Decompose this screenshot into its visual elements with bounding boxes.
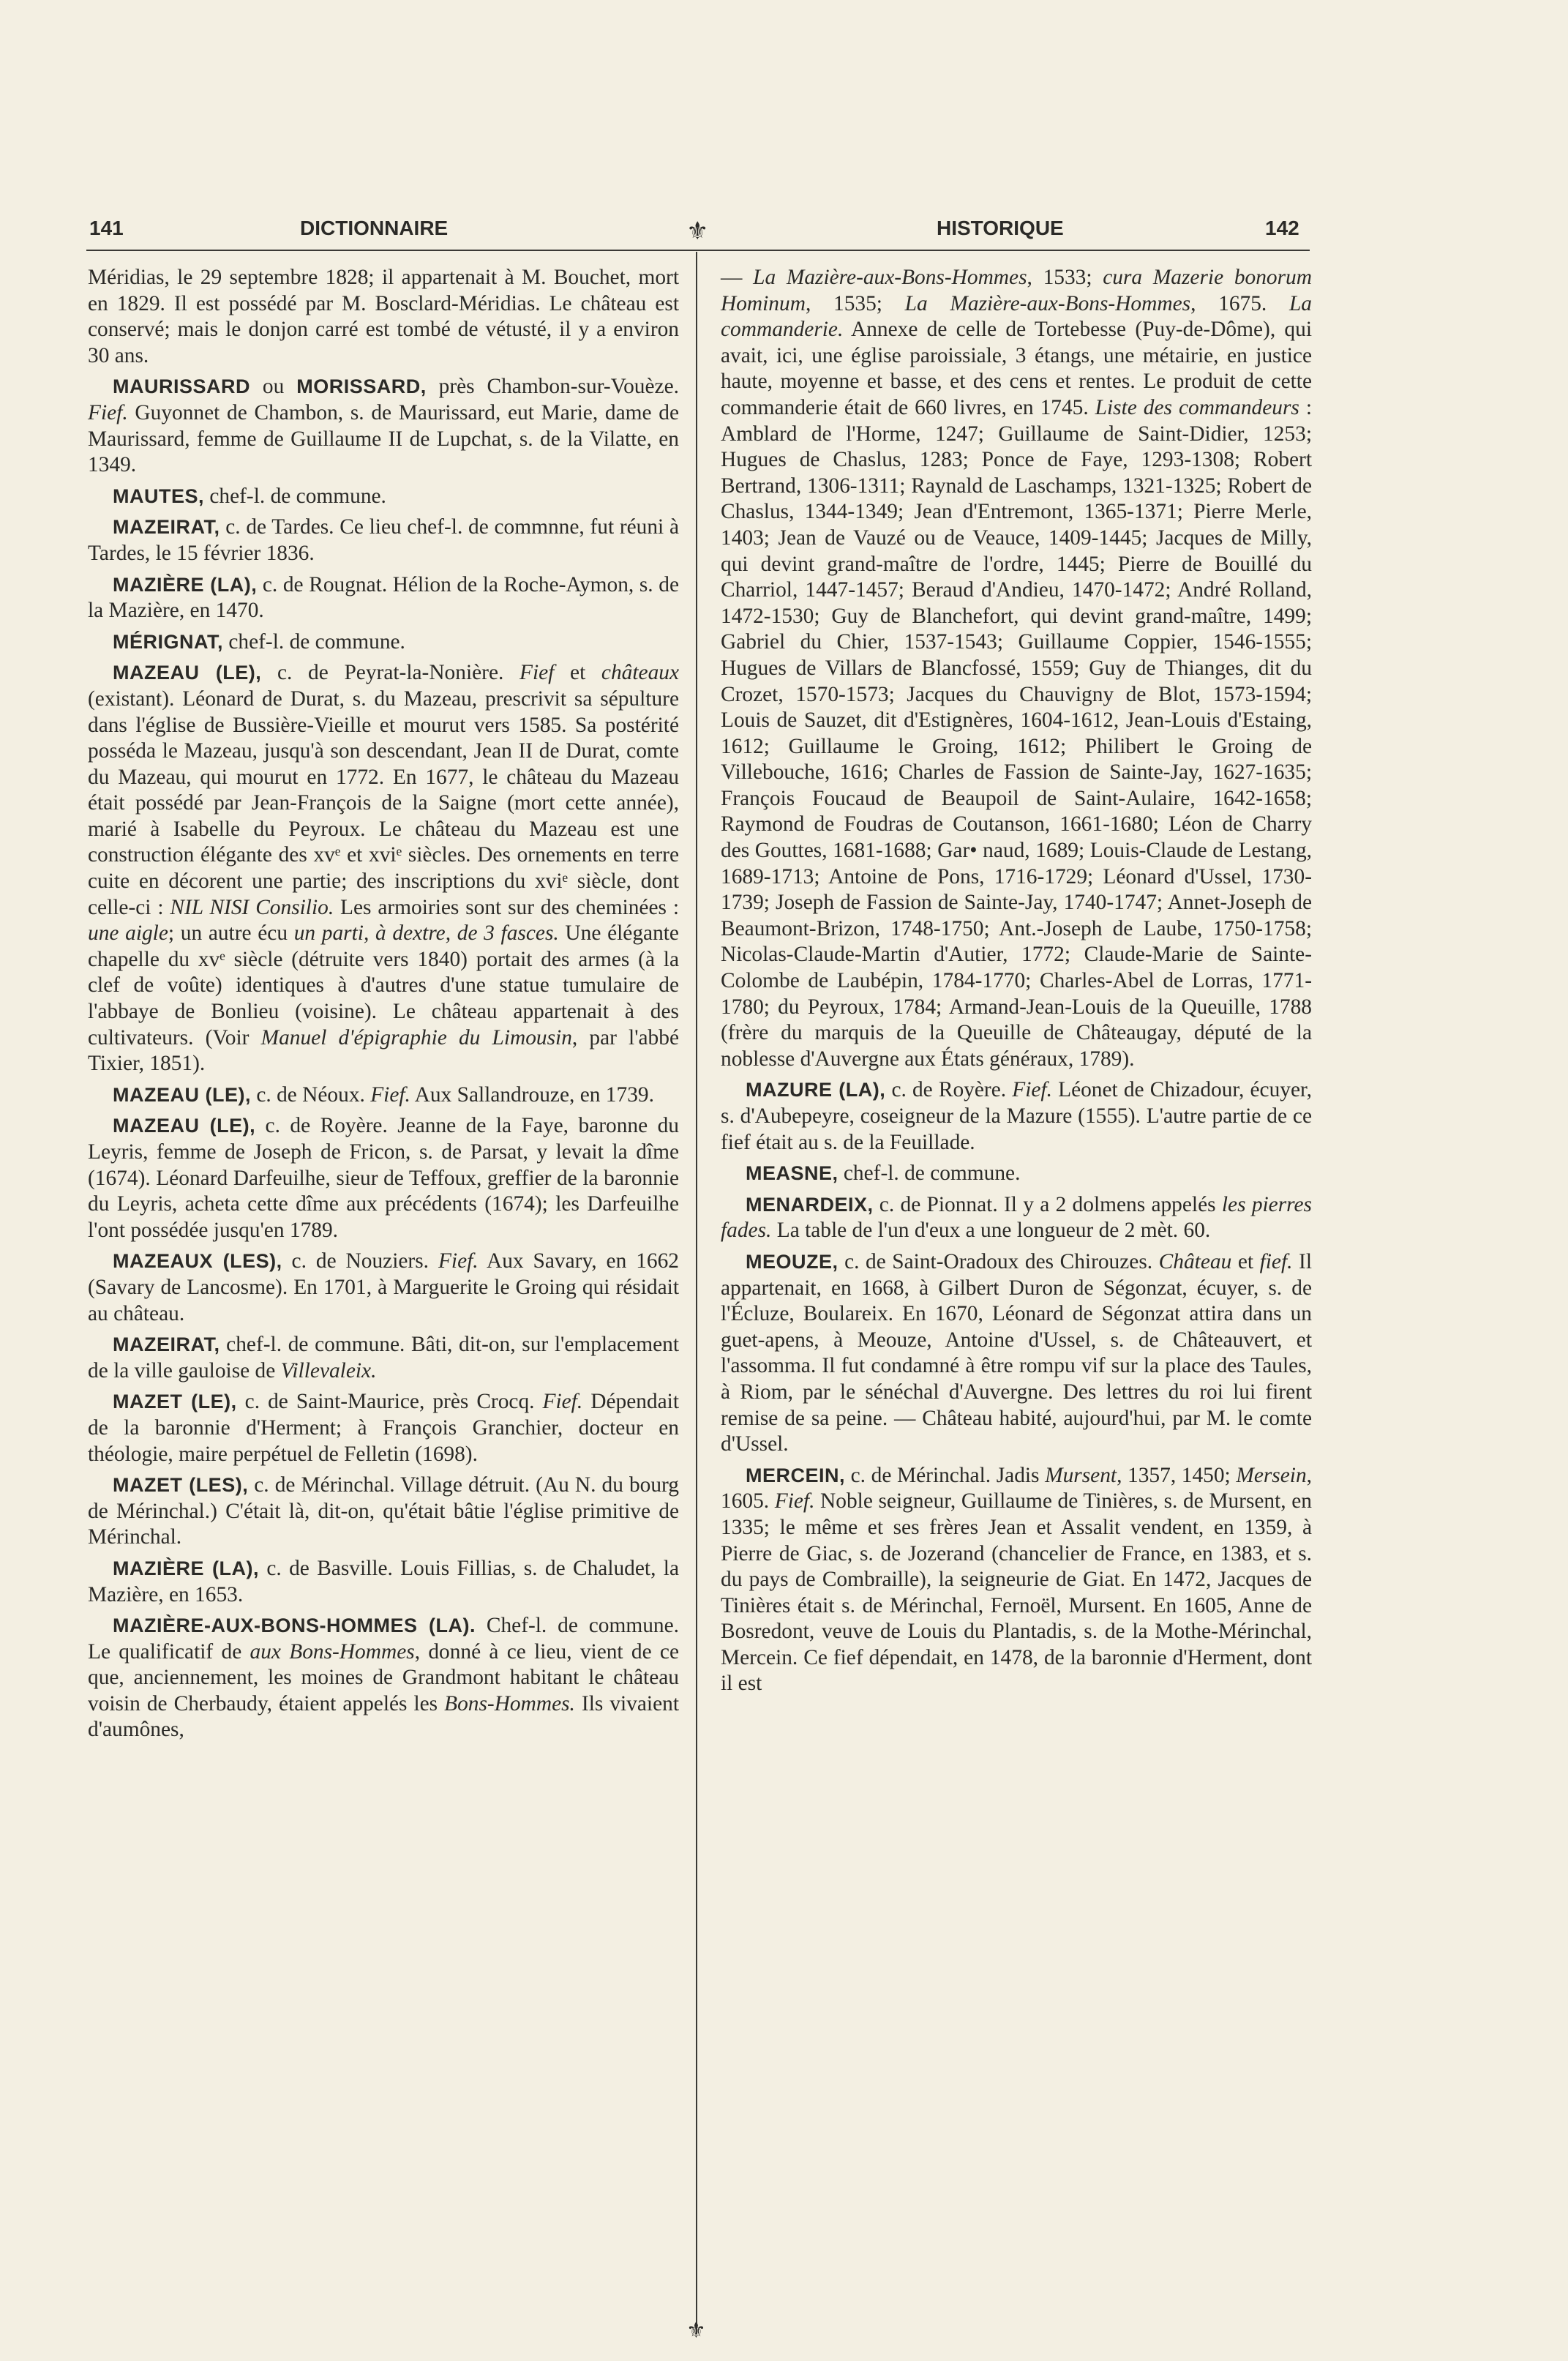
entry-mazet-saint-maurice: MAZET (LE), c. de Saint-Maurice, près Crocq. Fief. Dépendait de la baronnie d'Herment; à François Granchier, docteur en théologie, maire perpétuel de Felletin (1698). <box>88 1390 679 1466</box>
headword: MAZIÈRE (LA), <box>113 573 258 596</box>
entry-merignat: MÉRIGNAT, chef-l. de commune. <box>113 629 405 654</box>
headword: MAUTES, <box>113 484 204 507</box>
headword: MAZEAU (LE), <box>113 1083 251 1106</box>
page-number-right: 142 <box>1265 217 1299 239</box>
column-divider <box>696 252 697 2334</box>
entry-maziere-basville: MAZIÈRE (LA), c. de Basville. Louis Fillias, s. de Chaludet, la Mazière, en 1653. <box>88 1556 679 1606</box>
page-number-left: 141 <box>89 217 124 239</box>
headword: MAZEAU (LE), <box>113 662 262 684</box>
entry-mercein: MERCEIN, c. de Mérinchal. Jadis Mursent, 1357, 1450; Mersein, 1605. Fief. Noble seigneur, Guillaume de Tinières, s. de Mursent, en 1335; le même et ses frères Jean et Assalit vendent, en 1359, à Pierre de Giac, s. de Jozerand (chancelier de France, en 1383, et s. du pays de Combraille), la seigneurie de Giat. En 1472, Jacques de Tinières était s. de Mérinchal, Fernoël, Mursent. En 1605, Anne de Bosredont, veuve de Louis du Plantadis, s. de la Mothe-Mérinchal, Mercein. Ce fief dépendait, en 1478, de la baronnie d'Herment, dont il est <box>721 1463 1313 1696</box>
continued-paragraph: Méridias, le 29 septembre 1828; il appartenait à M. Bouchet, mort en 1829. Il est possédé par M. Bosclard-Méridias. Le château est conservé; mais le donjon carré est tombé de vétusté, il y a environ 30 ans. <box>88 266 679 367</box>
headword: MENARDEIX, <box>746 1193 874 1216</box>
entry-meouze: MEOUZE, c. de Saint-Oradoux des Chirouzes. Château et fief. Il appartenait, en 1668, à Gilbert Duron de Ségonzat, écuyer, s. de l'Écluze, Boulareix. En 1670, Léonard de Ségonzat attira dans un guet-apens, à Meouze, Antoine d'Ussel, s. de Châteauvert, et l'assomma. Il fut condamné à être rompu vif sur la place des Taules, à Riom, par le sénéchal d'Auvergne. Des lettres du roi lui firent remise de sa peine. — Château habité, aujourd'hui, par M. le comte d'Ussel. <box>721 1249 1312 1456</box>
headword: MÉRIGNAT, <box>113 630 223 653</box>
headword: MAZEIRAT, <box>113 516 220 539</box>
running-title-right: HISTORIQUE <box>937 217 1064 239</box>
entry-mazeirat-commune: MAZEIRAT, chef-l. de commune. Bâti, dit-on, sur l'emplacement de la ville gauloise de Villevaleix. <box>88 1333 679 1382</box>
headword: MAZIÈRE (LA), <box>113 1557 259 1579</box>
entry-mazeirat-tardes: MAZEIRAT, c. de Tardes. Ce lieu chef-l. de commnne, fut réuni à Tardes, le 15 février 1836. <box>88 515 679 565</box>
entry-menardeix: MENARDEIX, c. de Pionnat. Il y a 2 dolmens appelés les pierres fades. La table de l'un d'eux a une longueur de 2 mèt. 60. <box>721 1192 1312 1243</box>
fleur-de-lis-bottom-icon: ⚜ <box>686 2319 706 2343</box>
entry-mazeau-royere: MAZEAU (LE), c. de Royère. Jeanne de la Faye, baronne du Leyris, femme de Joseph de Fricon, s. de Parsat, y levait la dîme (1674). Léonard Darfeuilhe, sieur de Teffoux, greffier de la baronnie du Leyris, acheta cette dîme aux précédents (1674); les Darfeuilhe l'ont possédée jusqu'en 1789. <box>88 1114 679 1242</box>
entry-maziere-aux-bons-hommes: MAZIÈRE-AUX-BONS-HOMMES (LA). Chef-l. de commune. Le qualificatif de aux Bons-Hommes, donné à ce lieu, vient de ce que, anciennement, les moines de Grandmont habitant le château voisin de Cherbaudy, étaient appelés les Bons-Hommes. Ils vivaient d'aumônes, <box>88 1614 679 1742</box>
entry-mazeaux-nouziers: MAZEAUX (LES), c. de Nouziers. Fief. Aux Savary, en 1662 (Savary de Lancosme). En 1701, à Marguerite le Groing qui résidait au château. <box>88 1249 679 1325</box>
entry-mautes: MAUTES, chef-l. de commune. <box>113 484 386 508</box>
headword: MEASNE, <box>746 1162 839 1185</box>
left-column <box>88 265 679 1748</box>
entry-mazeau-peyrat: MAZEAU (LE), c. de Peyrat-la-Nonière. Fief et châteaux (existant). Léonard de Durat, s. du Mazeau, prescrivit sa sépulture dans l'église de Bussière-Vieille et mourut vers 1585. Sa postérité posséda le Mazeau, jusqu'à son descendant, Jean II de Durat, comte du Mazeau, qui mourut en 1772. En 1677, le château du Mazeau était possédé par Jean-François de la Saigne (mort cette année), marié à Isabelle du Peyroux. Le château du Mazeau est une construction élégante des xvᵉ et xviᵉ siècles. Des ornements en terre cuite en décorent une partie; des inscriptions du xviᵉ siècle, dont celle-ci : NIL NISI Consilio. Les armoiries sont sur des cheminées : une aigle; un autre écu un parti, à dextre, de 3 fasces. Une élégante chapelle du xvᵉ siècle (détruite vers 1840) portait des armes (à la clef de voûte) identiques à d'autres d'une statue tumulaire de l'abbaye de Bonlieu (voisine). Le château appartenait à des cultivateurs. (Voir Manuel d'épigraphie du Limousin, par l'abbé Tixier, 1851). <box>88 661 680 1076</box>
entry-mazet-merinchal: MAZET (LES), c. de Mérinchal. Village détruit. (Au N. du bourg de Mérinchal.) C'était là, dit-on, qu'était bâtie l'église primitive de Mérinchal. <box>88 1473 680 1549</box>
entry-maziere-rougnat: MAZIÈRE (LA), c. de Rougnat. Hélion de la Roche-Aymon, s. de la Mazière, en 1470. <box>88 572 679 623</box>
headword: MAZURE (LA), <box>746 1079 886 1101</box>
header-rule <box>86 250 1310 251</box>
fleur-de-lis-ornament-icon: ⚜ <box>686 218 709 245</box>
entry-mazeau-neoux: MAZEAU (LE), c. de Néoux. Fief. Aux Sallandrouze, en 1739. <box>113 1082 654 1107</box>
headword: MEOUZE, <box>746 1250 839 1273</box>
entry-mazure-royere: MAZURE (LA), c. de Royère. Fief. Léonet de Chizadour, écuyer, s. d'Aubepeyre, coseigneur de la Mazure (1555). L'autre partie de ce fief était au s. de la Feuillade. <box>721 1078 1313 1154</box>
entry-maurissard: MAURISSARD ou MORISSARD, près Chambon-sur-Vouèze. Fief. Guyonnet de Chambon, s. de Maurissard, eut Marie, dame de Maurissard, femme de Guillaume II de Lupchat, s. de la Vilatte, en 1349. <box>88 375 679 477</box>
headword: MAZEAUX (LES), <box>113 1250 282 1273</box>
entry-measne: MEASNE, chef-l. de commune. <box>746 1161 1021 1186</box>
continued-paragraph: — La Mazière-aux-Bons-Hommes, 1533; cura Mazerie bonorum Hominum, 1535; La Mazière-aux-Bons-Hommes, 1675. La commanderie. Annexe de celle de Tortebesse (Puy-de-Dôme), qui avait, ici, une église paroissiale, 3 étangs, une métairie, en justice haute, moyenne et basse, et des cens et rentes. Le produit de cette commanderie était de 660 livres, en 1745. Liste des commandeurs : Amblard de l'Horme, 1247; Guillaume de Saint-Didier, 1253; Hugues de Chaslus, 1283; Ponce de Faye, 1293-1308; Robert Bertrand, 1306-1311; Raynald de Laschamps, 1321-1325; Robert de Chaslus, 1344-1349; Jean d'Entremont, 1365-1371; Pierre Merle, 1403; Jean de Vauzé ou de Veauce, 1409-1445; Jacques de Milly, qui devint grand-maître de l'ordre, 1445; Pierre de Bouillé du Charriol, 1447-1457; Beraud d'Andieu, 1470-1472; André Rolland, 1472-1530; Guy de Blanchefort, qui devint grand-maître, 1499; Gabriel du Chier, 1537-1543; Guillaume Coppier, 1546-1555; Hugues de Villars de Blancfossé, 1559; Guy de Thianges, dit du Crozet, 1570-1573; Jacques du Chauvigny de Blot, 1573-1594; Louis de Sauzet, dit d'Estignères, 1604-1612, Jean-Louis d'Estaing, 1612; Guillaume le Groing, 1612; Philibert le Groing de Villebouche, 1616; Charles de Fassion de Sainte-Jay, 1627-1635; François Foucaud de Beaupoil de Saint-Aulaire, 1642-1658; Raymond de Foudras de Coutanson, 1661-1680; Léon de Charry des Gouttes, 1681-1688; Gar• naud, 1689; Louis-Claude de Lestang, 1689-1713; Antoine de Pons, 1716-1729; Léonard d'Ussel, 1730-1739; Joseph de Fassion de Sainte-Jay, 1740-1747; Annet-Joseph de Beaumont-Brizon, 1748-1750; Ant.-Joseph de Laube, 1750-1758; Nicolas-Claude-Martin d'Autier, 1772; Claude-Marie de Sainte-Colombe de Laubépin, 1784-1770; Charles-Abel de Lorras, 1771-1780; du Peyroux, 1784; Armand-Jean-Louis de la Queuille, 1788 (frère du marquis de la Queuille de Châteaugay, député de la noblesse d'Auvergne aux États généraux, 1789). <box>721 266 1312 1071</box>
headword: MORISSARD, <box>296 375 427 398</box>
running-title-left: DICTIONNAIRE <box>300 217 449 239</box>
headword: MAZIÈRE-AUX-BONS-HOMMES (LA). <box>113 1614 476 1637</box>
right-column <box>721 265 1312 1702</box>
headword: MAZEIRAT, <box>113 1333 220 1356</box>
headword: MAZET (LES), <box>113 1474 249 1497</box>
headword: MERCEIN, <box>746 1464 846 1486</box>
headword: MAZET (LE), <box>113 1391 237 1413</box>
headword: MAURISSARD <box>113 375 251 398</box>
headword: MAZEAU (LE), <box>113 1115 256 1137</box>
